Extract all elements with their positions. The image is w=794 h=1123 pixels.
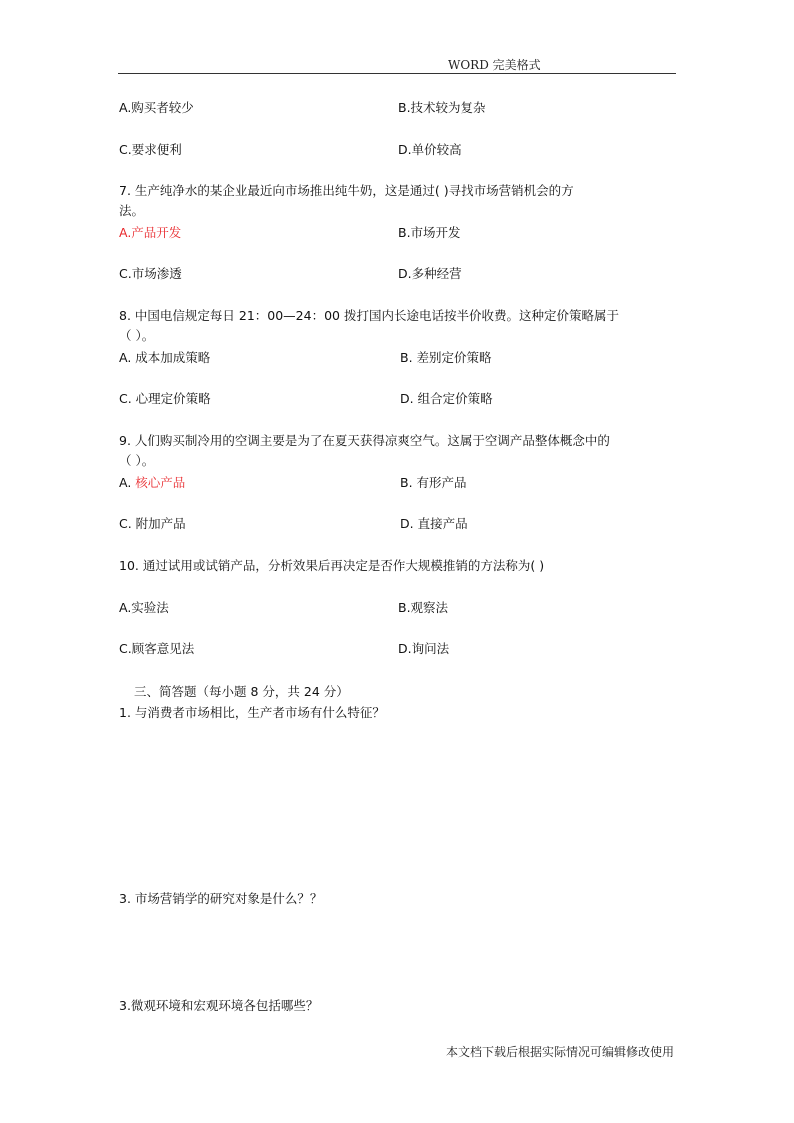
q9-stem-line1: 9. 人们购买制冷用的空调主要是为了在夏天获得凉爽空气。这属于空调产品整体概念中的 (119, 433, 610, 448)
header-rule (118, 73, 676, 74)
q7-stem-line2: 法。 (119, 203, 145, 218)
q9-stem-line2: （ ）。 (119, 453, 155, 468)
q6-option-a: A.购买者较少 (119, 100, 194, 115)
q7-option-c: C.市场渗透 (119, 266, 182, 281)
q9-option-b: B. 有形产品 (400, 475, 467, 490)
q8-option-b: B. 差别定价策略 (400, 350, 492, 365)
q10-stem: 10. 通过试用或试销产品，分析效果后再决定是否作大规模推销的方法称为( ) (119, 558, 545, 573)
q9-option-a-answer: 核心产品 (135, 475, 186, 490)
q8-option-a: A. 成本加成策略 (119, 350, 211, 365)
q10-option-d: D.询问法 (398, 641, 450, 656)
q7-option-b: B.市场开发 (398, 225, 461, 240)
q6-option-d: D.单价较高 (398, 142, 462, 157)
section-title: 三、简答题（每小题 8 分，共 24 分） (134, 684, 349, 699)
short-answer-q3b: 3.微观环境和宏观环境各包括哪些？ (119, 998, 319, 1013)
q9-option-c: C. 附加产品 (119, 516, 186, 531)
q10-option-b: B.观察法 (398, 600, 449, 615)
q7-option-d: D.多种经营 (398, 266, 462, 281)
short-answer-q3a: 3. 市场营销学的研究对象是什么？？ (119, 891, 323, 906)
page-header: WORD 完美格式 (448, 58, 541, 72)
q6-option-b: B.技术较为复杂 (398, 100, 486, 115)
q8-option-d: D. 组合定价策略 (400, 391, 493, 406)
page-footer: 本文档下载后根据实际情况可编辑修改使用 (446, 1045, 675, 1059)
q9-option-a (119, 475, 185, 491)
short-answer-q1: 1. 与消费者市场相比，生产者市场有什么特征？ (119, 705, 385, 720)
q7-stem-line1: 7. 生产纯净水的某企业最近向市场推出纯牛奶，这是通过( )寻找市场营销机会的方 (119, 183, 574, 198)
q8-option-c: C. 心理定价策略 (119, 391, 211, 406)
q10-option-a: A.实验法 (119, 600, 169, 615)
q7-option-a-answer: A.产品开发 (119, 225, 182, 240)
q8-stem-line2: （ ）。 (119, 328, 155, 343)
q9-option-d: D. 直接产品 (400, 516, 468, 531)
q10-option-c: C.顾客意见法 (119, 641, 195, 656)
q8-stem-line1: 8. 中国电信规定每日 21：00—24：00 拨打国内长途电话按半价收费。这种定价策略属于 (119, 308, 619, 323)
q6-option-c: C.要求便利 (119, 142, 182, 157)
q9-option-a-prefix: A. (119, 475, 136, 490)
